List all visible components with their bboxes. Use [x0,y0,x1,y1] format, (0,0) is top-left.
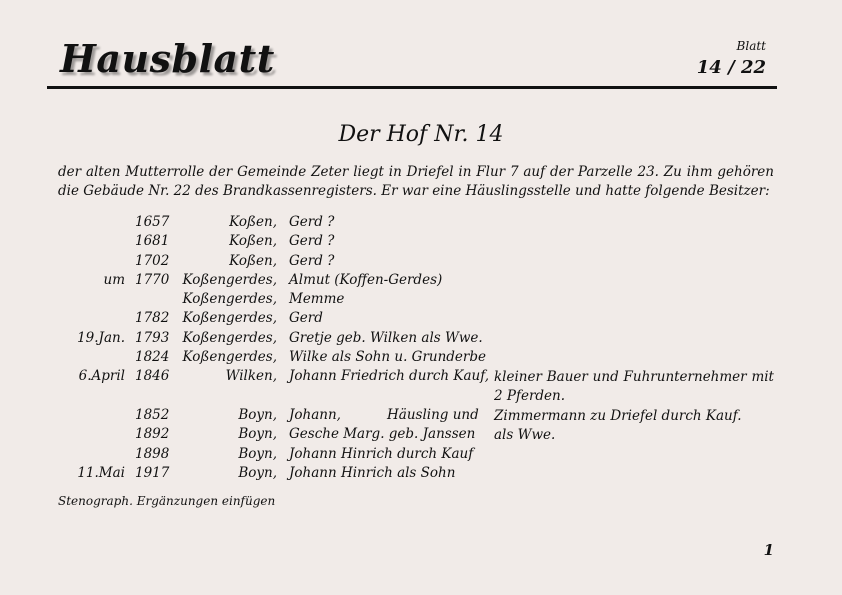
owner-surname: Boyn, [238,426,277,443]
footnote: Stenograph. Ergänzungen einfügen [58,494,276,508]
owner-details: Johann, [289,406,341,423]
owner-details: Gretje geb. Wilken als Wwe. [289,329,483,346]
owner-details: Memme [289,291,345,308]
owner-year: 1657 [135,214,170,230]
owner-details: Gesche Marg. geb. Janssen [289,426,476,443]
owner-note: als Wwe. [494,427,556,444]
owner-year: 1681 [135,233,170,250]
owner-year: 1782 [135,310,170,327]
owner-date-prefix: 19.Jan. [77,329,125,346]
owner-details: Almut (Koffen-Gerdes) [289,271,443,288]
page-header-title: Hausblatt [60,36,275,81]
owner-surname: Koßengerdes, [182,271,277,288]
owner-date-prefix: um [103,271,125,288]
owner-details: Gerd ? [289,252,335,269]
owner-year: 1702 [135,252,170,269]
owner-details: Wilke als Sohn u. Grunderbe [289,349,486,366]
owner-surname: Koßengerdes, [182,310,277,327]
owner-year: 1846 [135,368,170,385]
owner-row [58,330,774,349]
owner-details: Gerd ? [289,233,335,250]
owner-surname: Koßengerdes, [182,329,277,346]
owner-year: 1892 [135,426,170,443]
owner-surname: Boyn, [238,406,277,423]
owner-occupation: Häusling und [387,406,479,423]
owner-details: Johann Hinrich durch Kauf [289,445,474,462]
header-divider [47,86,777,89]
owner-year: 1917 [135,464,170,481]
owner-row [58,446,774,465]
document-title: Der Hof Nr. 14 [338,122,504,147]
owner-note: kleiner Bauer und Fuhrunternehmer mit 2 Pferden. [494,369,774,405]
page-number: 1 [763,541,774,559]
owner-row [58,407,774,426]
owner-row [58,465,774,484]
owner-surname: Koßengerdes, [182,349,277,366]
owner-list [58,214,774,484]
owner-surname: Koßen, [229,214,277,230]
owner-row [58,310,774,329]
owner-row [58,233,774,252]
owner-row [58,214,774,233]
owner-surname: Boyn, [238,464,277,481]
owner-note: Zimmermann zu Driefel durch Kauf. [494,407,742,424]
owner-surname: Koßen, [229,233,277,250]
owner-surname: Koßen, [229,252,277,269]
owner-date-prefix: 11.Mai [77,464,125,481]
owner-year: 1770 [135,271,170,288]
sheet-label: Blatt [736,39,766,53]
sheet-number: 14 / 22 [696,57,766,78]
owner-surname: Boyn, [238,445,277,462]
owner-surname: Koßengerdes, [182,291,277,308]
owner-row [58,272,774,291]
owner-details: Gerd [289,310,323,327]
owner-details: Johann Hinrich als Sohn [289,464,456,481]
owner-surname: Wilken, [225,368,277,385]
owner-row [58,426,774,445]
owner-row [58,349,774,368]
owner-year: 1852 [135,406,170,423]
owner-year: 1824 [135,349,170,366]
intro-paragraph: der alten Mutterrolle der Gemeinde Zeter liegt in Driefel in Flur 7 auf der Parzelle 23. Zu ihm gehören die Gebäude Nr. 22 des Brandkassenregisters. Er war eine Häuslingsstelle und hatte folgende Besitzer: [58,164,774,199]
owner-details: Gerd ? [289,214,335,230]
owner-row [58,291,774,310]
owner-date-prefix: 6.April [78,368,125,385]
owner-year: 1793 [135,329,170,346]
owner-year: 1898 [135,445,170,462]
owner-details: Johann Friedrich durch Kauf, [289,368,490,385]
owner-row [58,253,774,272]
owner-row [58,368,774,407]
